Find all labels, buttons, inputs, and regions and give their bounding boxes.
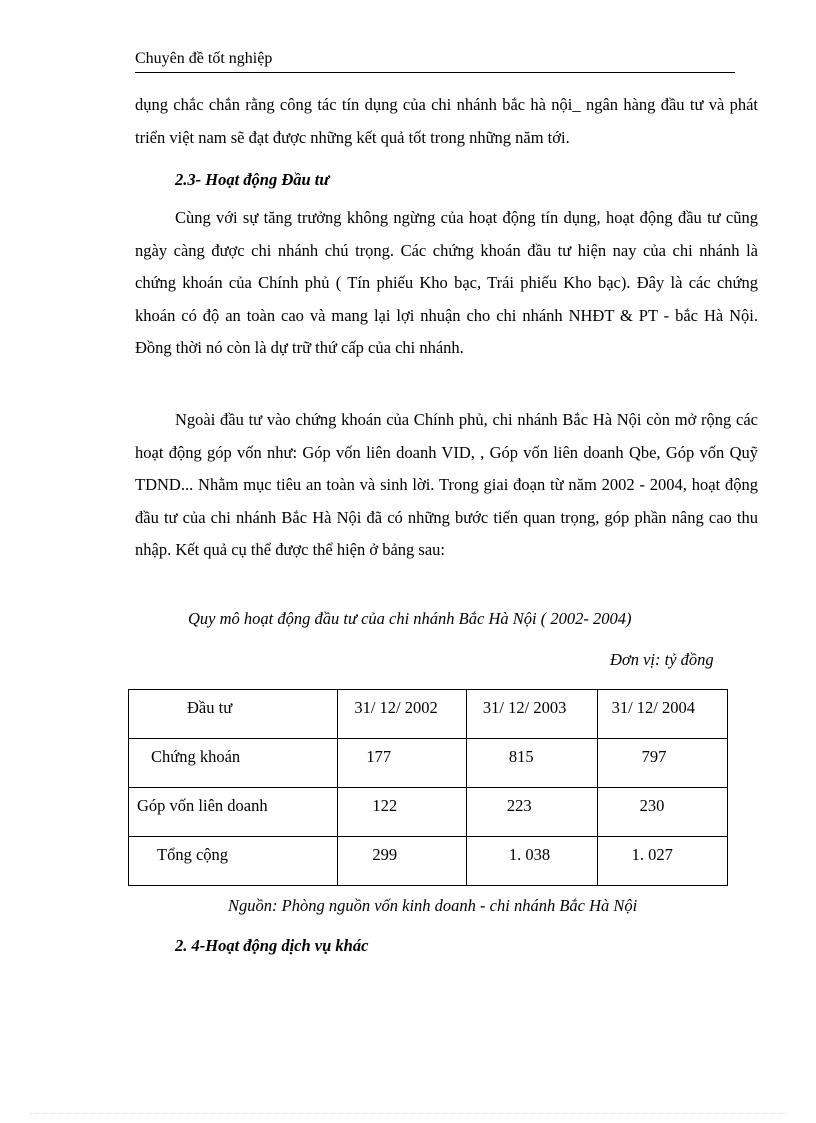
paragraph-capital-contribution: Ngoài đầu tư vào chứng khoán của Chính phủ, chi nhánh Bắc Hà Nội còn mở rộng các hoạt động góp vốn như: Góp vốn liên doanh VID, , Góp vốn liên doanh Qbe, Góp vốn Quỹ TDND... Nhằm mục tiêu an toàn và sinh lời. Trong giai đoạn từ năm 2002 - 2004, hoạt động đầu tư của chi nhánh Bắc Hà Nội đã có những bước tiến quan trọng, góp phần nâng cao thu nhập. Kết quả cụ thể được thể hiện ở bảng sau: [135,410,758,559]
table-header-cell: 31/ 12/ 2002 [338,690,467,739]
section-heading-investment: 2.3- Hoạt động Đầu tư [175,170,330,189]
table-row [129,788,728,837]
table-cell: 797 [597,739,727,788]
table-cell: 177 [338,739,467,788]
table-source: Nguồn: Phòng nguồn vốn kinh doanh - chi nhánh Bắc Hà Nội [228,896,638,915]
table-cell: 122 [338,788,467,837]
page-bottom-edge [30,1113,786,1114]
table-cell: Góp vốn liên doanh [129,788,338,837]
investment-table [128,689,728,886]
table-header-cell: Đầu tư [129,690,338,739]
table-row [129,739,728,788]
paragraph-investment: Cùng với sự tăng trưởng không ngừng của hoạt động tín dụng, hoạt động đầu tư cũng ngày càng được chi nhánh chú trọng. Các chứng khoán đầu tư hiện nay của chi nhánh là chứng khoán của Chính phủ ( Tín phiếu Kho bạc, Trái phiếu Kho bạc). Đây là các chứng khoán có độ an toàn cao và mang lại lợi nhuận cho chi nhánh NHĐT & PT - bắc Hà Nội. Đồng thời nó còn là dự trữ thứ cấp của chi nhánh. [135,208,758,357]
table-cell: 223 [466,788,597,837]
table-cell: 230 [597,788,727,837]
table-cell: 299 [338,837,467,886]
table-header-row [129,690,728,739]
page-header [135,50,735,73]
table-unit: Đơn vị: tỷ đồng [610,650,714,669]
table-header-cell: 31/ 12/ 2003 [466,690,597,739]
paragraph-continuation: dụng chắc chắn rằng công tác tín dụng của chi nhánh bắc hà nội_ ngân hàng đầu tư và phát triển việt nam sẽ đạt được những kết quả tốt trong những năm tới. [135,95,758,147]
table-cell: 1. 027 [597,837,727,886]
table-row [129,837,728,886]
table-cell: 815 [466,739,597,788]
table-caption: Quy mô hoạt động đầu tư của chi nhánh Bắc Hà Nội ( 2002- 2004) [188,609,632,628]
table-cell: 1. 038 [466,837,597,886]
page-header-title: Chuyên đề tốt nghiệp [135,50,273,67]
section-heading-other-services: 2. 4-Hoạt động dịch vụ khác [175,936,369,955]
table-cell: Chứng khoán [129,739,338,788]
table-cell: Tổng cộng [129,837,338,886]
table-header-cell: 31/ 12/ 2004 [597,690,727,739]
